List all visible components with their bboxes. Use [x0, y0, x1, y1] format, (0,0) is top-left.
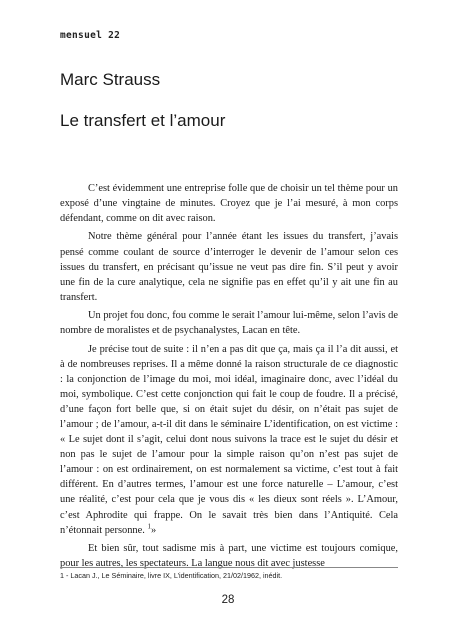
article-author: Marc Strauss: [60, 70, 161, 89]
page-number: 28: [221, 594, 235, 606]
paragraph-3: Un projet fou donc, fou comme le serait l’amour lui-même, selon l’avis de nombre de moralistes et de psychanalystes, Lacan en tête.: [60, 310, 398, 337]
paragraph-5: Et bien sûr, tout sadisme mis à part, une victime est toujours comique, pour les autres, les spectateurs. La langue nous dit avec justesse: [60, 542, 398, 569]
paragraph-1: C’est évidemment une entreprise folle que de choisir un tel thème pour un exposé d’une vingtaine de minutes. Croyez que je l’ai mesuré, à mon corps défendant, comme on dit avec raison.: [60, 183, 398, 225]
footnote-reference[interactable]: 1: [147, 522, 151, 531]
article-body: [60, 181, 398, 574]
footnote-divider: [60, 567, 398, 568]
paragraph-4-text: Je précise tout de suite : il n’en a pas dit que ça, mais ça il l’a dit aussi, et à de nombreuses reprises. Il a même donné la raison structurale de ce diagnostic : la conjonction de l’image du moi, moi idéal, imaginaire donc, avec l’idéal du moi, symbolique. C’est cette conjonction qui fait le coup de foudre. Il a précisé, d’une façon fort belle que, si on était sujet du désir, on n’était pas sujet de l’amour ; de l’amour, a-t-il dit dans le séminaire L’identification, on est victime : « Le sujet dont il s’agit, celui dont nous suivons la trace est le sujet du désir et non pas le sujet de l’amour pour la simple raison qu’on n’est pas sujet de l’amour : on est ordinairement, on est normalement sa victime, c’est tout à fait différent. En d’autres termes, l’amour est une force naturelle – L’amour, c’est une réalité, c’est pour cela que je vous dis « les dieux sont réels ». L’Amour, c’est Aphrodite qui frappe. On le savait très bien dans l’Antiquité. Cela n’étonnait personne.: [60, 343, 398, 536]
running-head: mensuel 22: [60, 30, 121, 41]
footnote: 1 - Lacan J., Le Séminaire, livre IX, L’identification, 21/02/1962, inédit.: [60, 571, 283, 580]
paragraph-2: Notre thème général pour l’année étant les issues du transfert, j’avais pensé comme coulant de source d’interroger le devenir de l’amour selon ces issues du transfert, en précisant qu’issue ne veut pas dire fin. S’il peut y avoir une fin de la cure analytique, cela ne signifie pas en effet qu’il y ait une fin au transfert.: [60, 231, 398, 303]
article-title: Le transfert et l’amour: [60, 111, 226, 130]
closing-quote: »: [150, 524, 157, 536]
paragraph-4: [60, 342, 398, 538]
